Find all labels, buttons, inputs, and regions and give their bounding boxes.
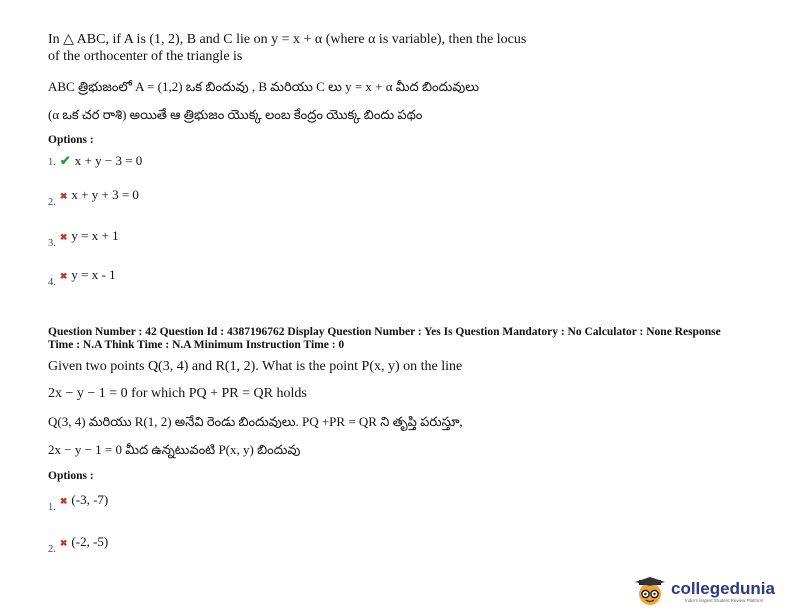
q42-text-line1: Given two points Q(3, 4) and R(1, 2). What is the point P(x, y) on the line — [48, 359, 463, 374]
q42-option-2[interactable] — [48, 533, 109, 555]
graduate-mascot-icon — [633, 577, 667, 607]
q42-option-1[interactable] — [48, 491, 109, 513]
option-number: 4. — [48, 277, 56, 288]
option-text: y = x + 1 — [71, 228, 119, 243]
option-text: x + y − 3 = 0 — [74, 153, 143, 168]
wrong-cross-icon: ✖ — [59, 538, 68, 548]
q41-telugu-line1: ABC త్రిభుజంలో A = (1,2) ఒక బిందువు , B మరియు C లు y = x + α మీద బిందువులు — [48, 79, 479, 94]
q42-text-line2: 2x − y − 1 = 0 for which PQ + PR = QR holds — [48, 386, 307, 401]
logo-wordmark: collegedunia — [671, 579, 775, 598]
option-text: (-2, -5) — [71, 534, 109, 549]
q41-options-label: Options : — [48, 134, 94, 146]
q42-options-label: Options : — [48, 470, 94, 482]
wrong-cross-icon: ✖ — [59, 271, 68, 281]
wrong-cross-icon: ✖ — [59, 496, 68, 506]
wrong-cross-icon: ✖ — [59, 232, 68, 242]
option-text: (-3, -7) — [71, 492, 109, 507]
q42-meta-line2: Time : N.A Think Time : N.A Minimum Instruction Time : 0 — [48, 339, 345, 351]
option-text: y = x - 1 — [71, 267, 116, 282]
q41-text-line2: of the orthocenter of the triangle is — [48, 49, 243, 64]
q41-text-line1: In △ ABC, if A is (1, 2), B and C lie on y = x + α (where α is variable), then the locus — [48, 32, 527, 47]
option-number: 3. — [48, 238, 56, 249]
logo-tagline: India's largest Student Review Platform — [685, 598, 764, 603]
q42-meta-line1: Question Number : 42 Question Id : 4387196762 Display Question Number : Yes Is Question Mandatory : No Calculator : None Response — [48, 326, 721, 338]
q42-telugu-line2: 2x − y − 1 = 0 మీద ఉన్నటువంటి P(x, y) బిందువు — [48, 442, 301, 457]
option-number: 2. — [48, 544, 56, 555]
option-number: 2. — [48, 197, 56, 208]
correct-check-icon: ✔ — [59, 153, 71, 168]
q41-option-2[interactable] — [48, 186, 139, 208]
collegedunia-logo — [633, 577, 783, 607]
option-number: 1. — [48, 157, 56, 168]
q42-telugu-line1: Q(3, 4) మరియు R(1, 2) అనేవి రెండు బిందువులు. PQ +PR = QR ని తృప్తి పరుస్తూ, — [48, 414, 463, 429]
wrong-cross-icon: ✖ — [59, 191, 68, 201]
option-number: 1. — [48, 502, 56, 513]
option-text: x + y + 3 = 0 — [71, 187, 139, 202]
q41-option-3[interactable] — [48, 227, 119, 249]
q41-option-1[interactable] — [48, 152, 142, 170]
q41-option-4[interactable] — [48, 266, 116, 288]
q41-telugu-line2: (α ఒక చర రాశి) అయితే ఆ త్రిభుజం యొక్క లంబ కేంద్రం యొక్క బిందు పథం — [48, 107, 423, 122]
